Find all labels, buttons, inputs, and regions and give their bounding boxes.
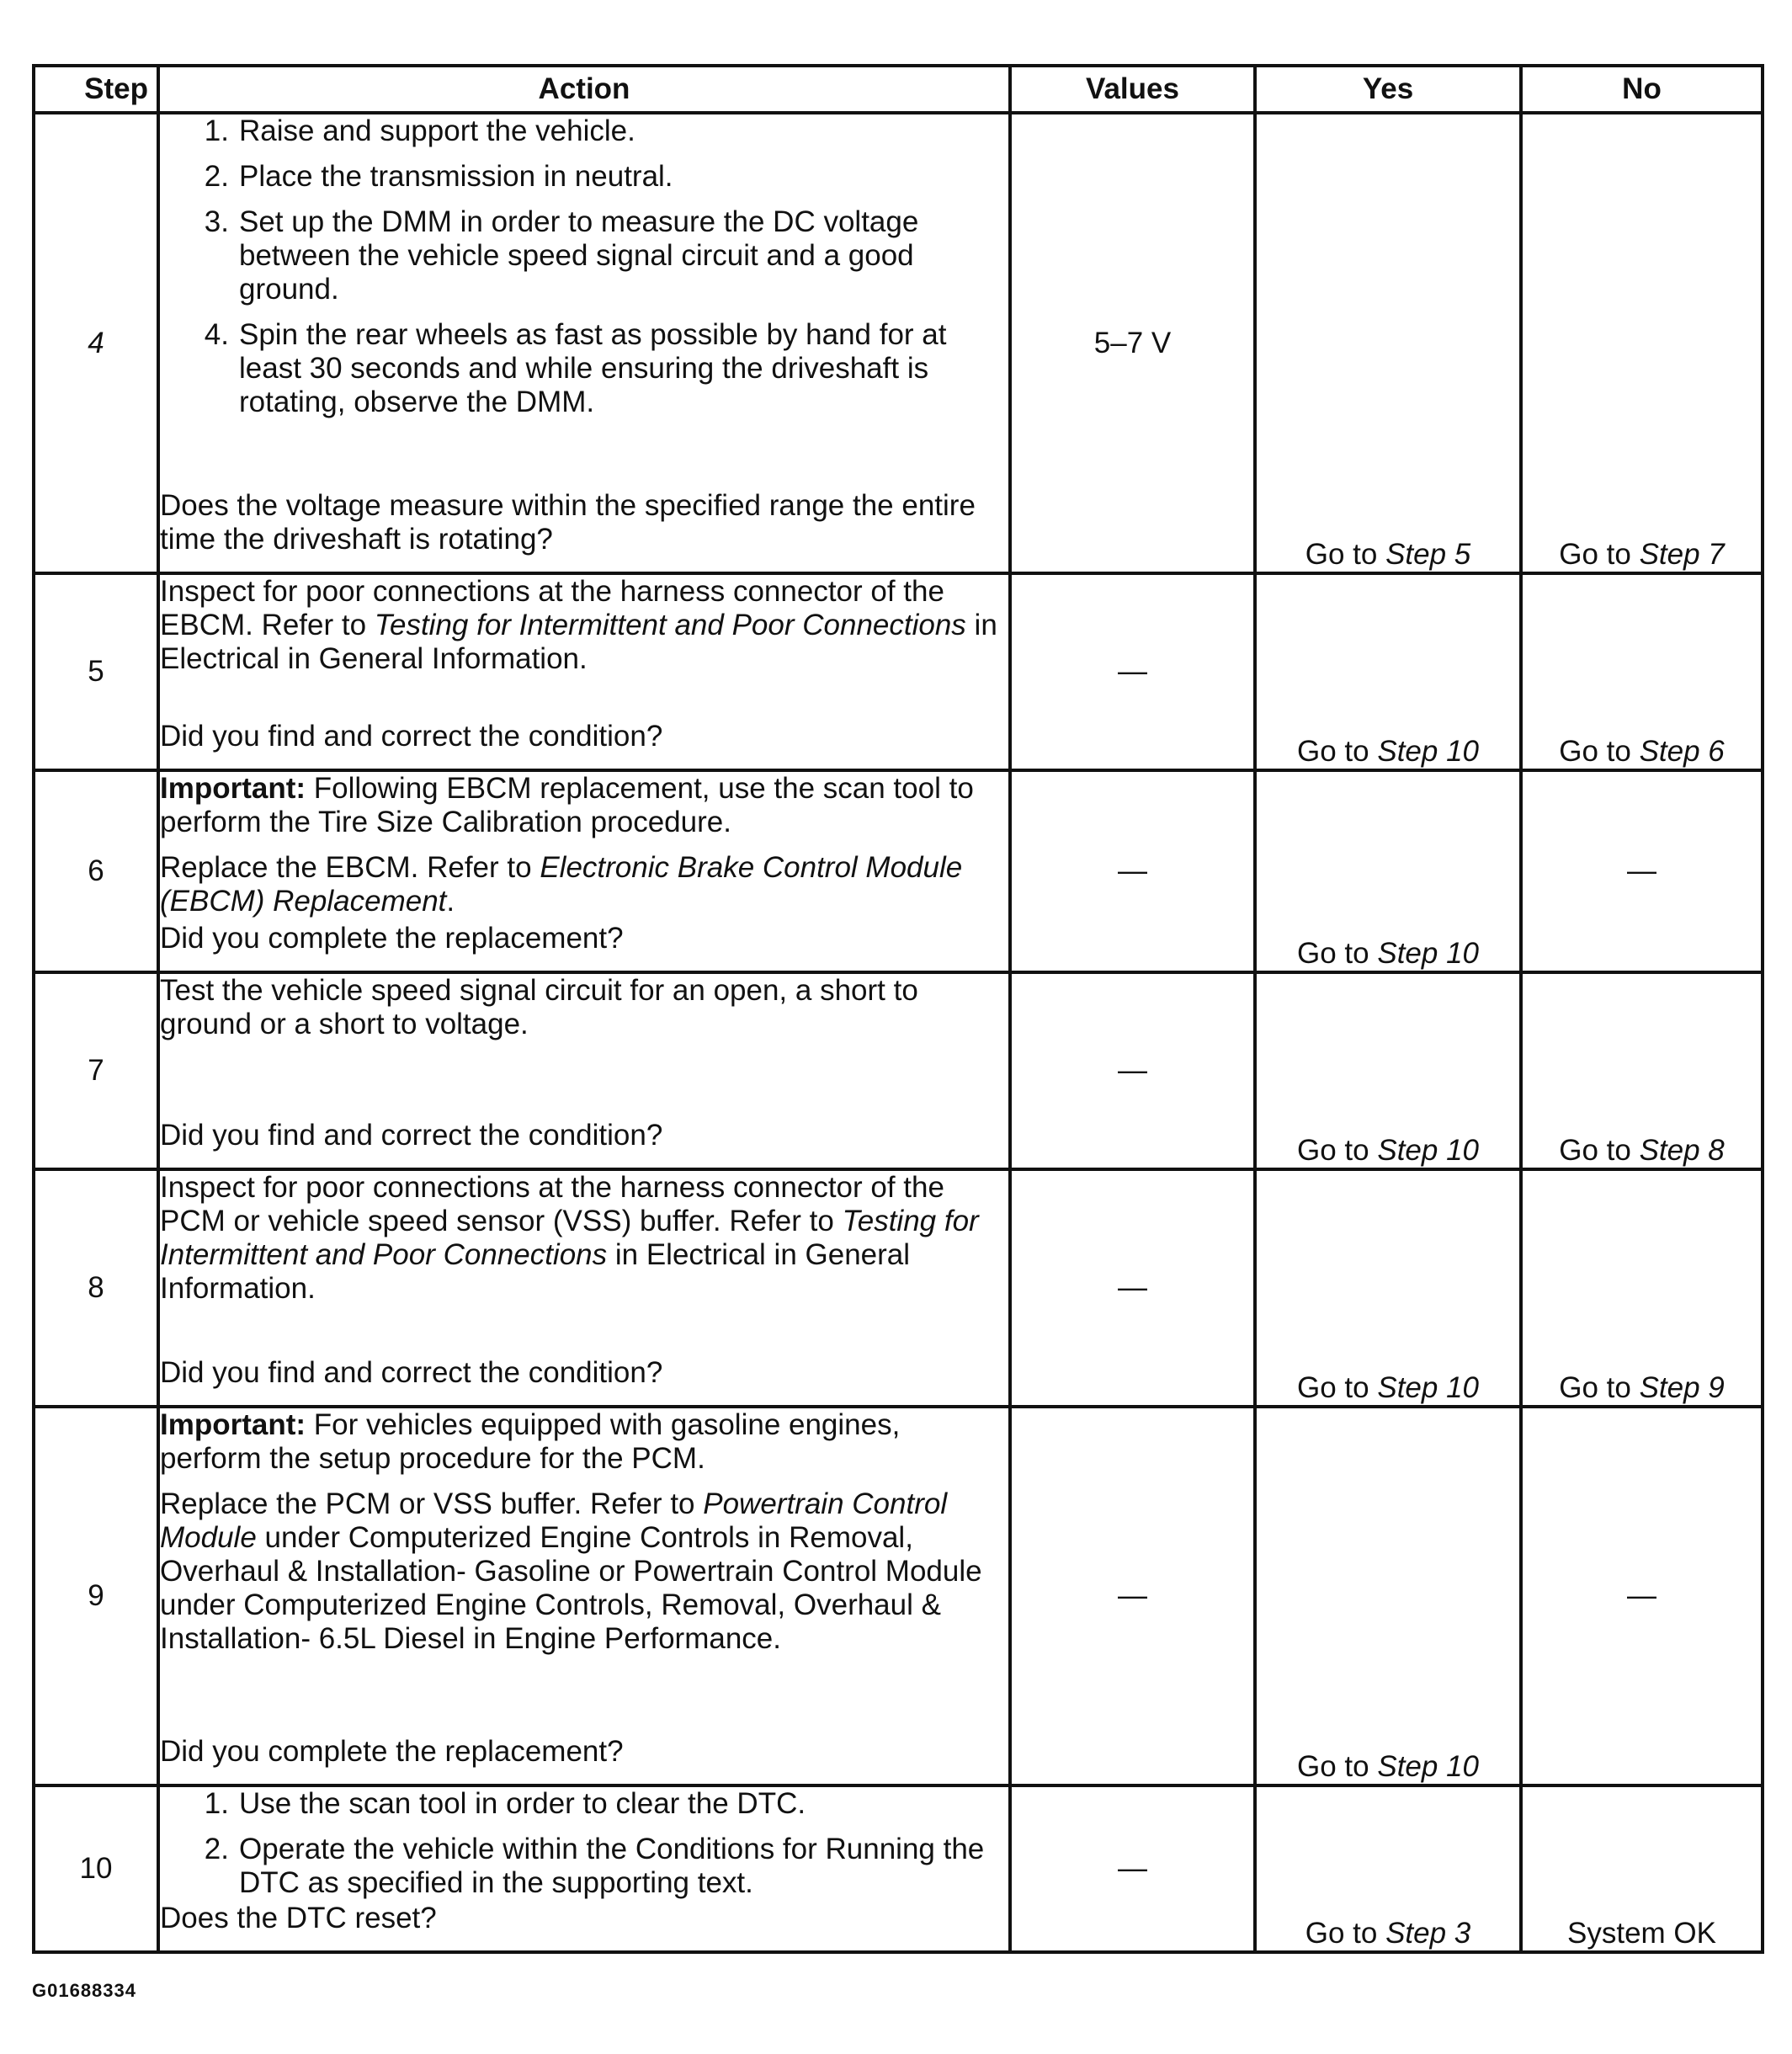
question-text: Did you complete the replacement? (160, 922, 624, 955)
action-cell (158, 1785, 1010, 1952)
yes-cell: Go to Step 10 (1255, 1407, 1521, 1785)
header-values: Values (1010, 66, 1255, 113)
header-action: Action (158, 66, 1010, 113)
values-cell: — (1010, 972, 1255, 1169)
list-item: 1. Use the scan tool in order to clear the DTC. (204, 1787, 806, 1820)
instruction-text: Replace the PCM or VSS buffer. Refer to Powertrain Control Module under Computerized Engine Controls in Removal, Overhaul & Installation- Gasoline or Powertrain Control Module under Computerized Engine Controls, Removal, Overhaul & Installation- 6.5L Diesel in Engine Performance. (160, 1487, 982, 1655)
header-row (34, 66, 1763, 113)
values-cell: — (1010, 1785, 1255, 1952)
action-cell (158, 1407, 1010, 1785)
step-reference: Step 10 (1377, 735, 1479, 768)
step-number: 9 (34, 1407, 158, 1785)
values-cell: 5–7 V (1010, 113, 1255, 573)
table-row (34, 972, 1763, 1169)
action-cell (158, 573, 1010, 770)
instruction-text: Test the vehicle speed signal circuit for an open, a short to ground or a short to voltage. (160, 974, 918, 1040)
important-note: Important: Following EBCM replacement, use the scan tool to perform the Tire Size Calibration procedure. (160, 772, 974, 838)
question-text: Did you find and correct the condition? (160, 1119, 663, 1152)
diagnostic-table (32, 64, 1764, 1954)
yes-cell: Go to Step 3 (1255, 1785, 1521, 1952)
list-item: 4. Spin the rear wheels as fast as possible by hand for at least 30 seconds and while ensuring the driveshaft is rotating, observe the DMM. (204, 318, 947, 418)
table-row (34, 1169, 1763, 1407)
header-yes: Yes (1255, 66, 1521, 113)
step-reference: Step 10 (1377, 937, 1479, 970)
yes-cell: Go to Step 10 (1255, 573, 1521, 770)
no-cell: — (1521, 1407, 1763, 1785)
step-reference: Step 9 (1639, 1371, 1725, 1404)
question-text: Does the DTC reset? (160, 1902, 437, 1934)
question-text: Did you find and correct the condition? (160, 720, 663, 753)
step-number: 10 (34, 1785, 158, 1952)
step-reference: Step 6 (1639, 735, 1725, 768)
yes-cell: Go to Step 5 (1255, 113, 1521, 573)
list-item: 1. Raise and support the vehicle. (204, 114, 635, 147)
step-number: 6 (34, 770, 158, 972)
table-row (34, 1407, 1763, 1785)
no-cell: — (1521, 770, 1763, 972)
step-reference: Step 10 (1377, 1371, 1479, 1404)
instruction-text: Inspect for poor connections at the harness connector of the EBCM. Refer to Testing for Intermittent and Poor Connections in Electrical in General Information. (160, 575, 997, 675)
values-cell: — (1010, 1169, 1255, 1407)
step-number: 4 (34, 113, 158, 573)
no-cell: System OK (1521, 1785, 1763, 1952)
values-cell: — (1010, 1407, 1255, 1785)
no-cell: Go to Step 8 (1521, 972, 1763, 1169)
action-cell (158, 972, 1010, 1169)
figure-id: G01688334 (32, 1980, 136, 2001)
step-reference: Step 8 (1639, 1134, 1725, 1167)
instruction-list (160, 1787, 1008, 1900)
table-row (34, 770, 1763, 972)
step-number: 7 (34, 972, 158, 1169)
yes-cell: Go to Step 10 (1255, 1169, 1521, 1407)
step-number: 8 (34, 1169, 158, 1407)
yes-cell: Go to Step 10 (1255, 972, 1521, 1169)
question-text: Does the voltage measure within the specified range the entire time the driveshaft is rotating? (160, 489, 976, 556)
step-reference: Step 5 (1385, 538, 1471, 571)
instruction-text: Replace the EBCM. Refer to Electronic Brake Control Module (EBCM) Replacement. (160, 851, 963, 918)
list-item: 2. Operate the vehicle within the Conditions for Running the DTC as specified in the supporting text. (204, 1833, 985, 1899)
list-item: 2. Place the transmission in neutral. (204, 160, 673, 193)
header-no: No (1521, 66, 1763, 113)
no-cell: Go to Step 9 (1521, 1169, 1763, 1407)
step-reference: Step 7 (1639, 538, 1725, 571)
step-reference: Step 3 (1385, 1917, 1471, 1950)
question-text: Did you find and correct the condition? (160, 1356, 663, 1389)
table-row (34, 1785, 1763, 1952)
question-text: Did you complete the replacement? (160, 1735, 624, 1768)
list-item: 3. Set up the DMM in order to measure the DC voltage between the vehicle speed signal circuit and a good ground. (204, 205, 919, 306)
action-cell (158, 1169, 1010, 1407)
values-cell: — (1010, 573, 1255, 770)
step-reference: Step 10 (1377, 1750, 1479, 1783)
step-number: 5 (34, 573, 158, 770)
important-note: Important: For vehicles equipped with gasoline engines, perform the setup procedure for the PCM. (160, 1408, 901, 1475)
table-row (34, 113, 1763, 573)
header-step: Step (34, 66, 158, 113)
action-cell (158, 770, 1010, 972)
table-row (34, 573, 1763, 770)
no-cell: Go to Step 7 (1521, 113, 1763, 573)
yes-cell: Go to Step 10 (1255, 770, 1521, 972)
no-cell: Go to Step 6 (1521, 573, 1763, 770)
step-reference: Step 10 (1377, 1134, 1479, 1167)
instruction-list (160, 114, 1008, 419)
action-cell (158, 113, 1010, 573)
instruction-text: Inspect for poor connections at the harness connector of the PCM or vehicle speed sensor (VSS) buffer. Refer to Testing for Intermittent and Poor Connections in Electrical in General Information. (160, 1171, 979, 1305)
values-cell: — (1010, 770, 1255, 972)
